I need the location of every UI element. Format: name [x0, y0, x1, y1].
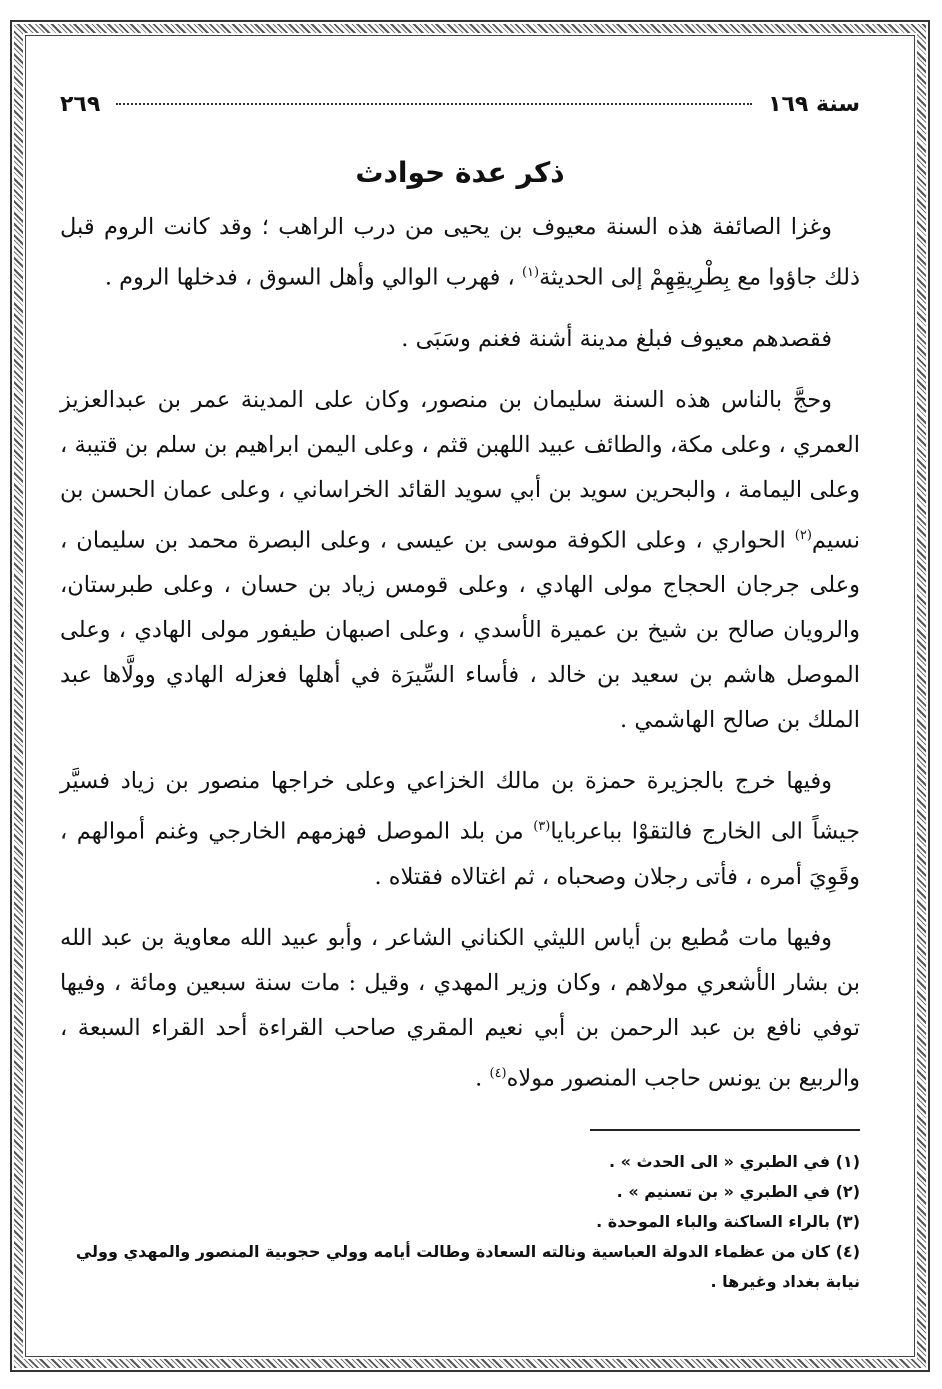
- footnote-ref-3: (٣): [533, 819, 551, 834]
- footnote-4: (٤) كان من عظماء الدولة العباسية ونالته السعادة وطالت أيامه وولي حجوبية المنصور والمهدي وولي نيابة بغداد وغيرها .: [75, 1242, 860, 1291]
- footnote-1: (١) في الطبري « الى الحدث » .: [608, 1152, 860, 1171]
- paragraph-3: وحجَّ بالناس هذه السنة سليمان بن منصور، وكان على المدينة عمر بن عبدالعزيز العمري ، وعلى مكة، والطائف عبيد اللهبن قثم ، وعلى اليمن ابراهيم بن سلم بن قتيبة ، وعلى اليمامة ، والبحرين سويد بن أبي سويد القائد الخراساني ، وعلى عمان الحسن بن نسيم$^{(٢)}$ الحواري ، وعلى الكوفة موسى بن عيسى ، وعلى البصرة محمد بن سليمان ، وعلى جرجان الحجاج مولى الهادي ، وعلى قومس زياد بن حسان ، وعلى طبرستان، والرويان صالح بن شيخ بن عميرة الأسدي ، وعلى اصبهان طيفور مولى الهادي ، وعلى الموصل هاشم بن سعيد بن خالد ، فأساء السِّيرَة في أهلها فعزله الهادي وولَّاها عبد الملك بن صالح الهاشمي .: [60, 386, 860, 733]
- page-content: [60, 92, 860, 1297]
- page-number: ٢٦٩: [60, 92, 101, 117]
- paragraph-2: فقصدهم معيوف فبلغ مدينة أشنة فغنم وسَبَى .: [401, 325, 832, 352]
- running-header: [60, 92, 860, 126]
- footnote-ref-2: (٢): [794, 527, 812, 543]
- header-leader-dots: [116, 103, 752, 105]
- section-title: ذكر عدة حوادث: [355, 156, 565, 189]
- footnote-ref-4: (٤): [489, 1065, 507, 1081]
- paragraph-1: وغزا الصائفة هذه السنة معيوف بن يحيى من درب الراهب ؛ وقد كانت الروم قبل ذلك جاؤوا مع بِطْرِيقِهِمْ إلى الحديثة$^{(١)}$ ، فهرب الوالي وأهل السوق ، فدخلها الروم .: [60, 214, 860, 291]
- paragraph-4: وفيها خرج بالجزيرة حمزة بن مالك الخزاعي وعلى خراجها منصور بن زياد فسيَّر جيشاً الى الخارج فالتقوْا بباعربايا$^{(٣)}$ من بلد الموصل فهزمهم الخارجي وغنم أموالهم ، وقَوِيَ أمره ، فأتى رجلان وصحباه ، ثم اغتالاه فقتلاه .: [60, 768, 860, 890]
- footnote-separator: [590, 1129, 860, 1131]
- footnote-2: (٢) في الطبري « بن تسنيم » .: [616, 1182, 860, 1201]
- section-label: سنة ١٦٩: [768, 92, 860, 117]
- paragraph-5: وفيها مات مُطيع بن أياس الليثي الكناني الشاعر ، وأبو عبيد الله معاوية بن عبد الله بن بشار الأشعري مولاهم ، وكان وزير المهدي ، وقيل : مات سنة سبعين ومائة ، وفيها توفي نافع بن عبد الرحمن بن أبي نعيم المقري صاحب القراءة أحد القراء السبعة ، والربيع بن يونس حاجب المنصور مولاه$^{(٤)}$ .: [60, 924, 860, 1091]
- footnote-3: (٣) بالراء الساكنة والباء الموحدة .: [596, 1212, 860, 1231]
- footnote-ref-1: (١): [521, 265, 540, 280]
